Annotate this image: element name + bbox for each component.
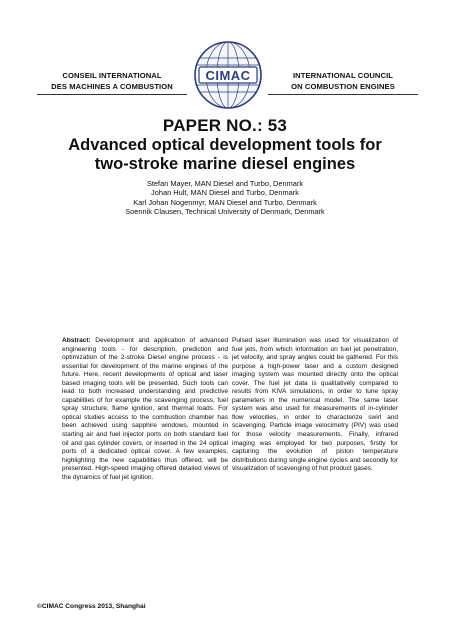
council-name-french-line1: CONSEIL INTERNATIONAL bbox=[62, 71, 162, 80]
author: Stefan Mayer, MAN Diesel and Turbo, Denmark bbox=[146, 179, 304, 188]
abstract-label: Abstract: bbox=[62, 337, 91, 344]
author: Soennik Clausen, Technical University of Denmark, Denmark bbox=[125, 207, 325, 217]
council-name-french bbox=[37, 70, 187, 92]
council-name-english-line2: ON COMBUSTION ENGINES bbox=[291, 82, 395, 91]
cimac-logo bbox=[191, 38, 265, 112]
council-name-english bbox=[268, 70, 418, 92]
paper-number: PAPER NO.: 53 bbox=[162, 116, 288, 135]
abstract-text-1: Development and application of advanced engineering tools - for description, prediction and optimization of the 2-stroke Diesel engine process - is essential for development of the marine engines of the future. Here, recent developments of optical and laser based imaging tools will be presented. Such tools can lead to both increased understanding and predictive capabilities of for example the scavenging process, fuel spray structure, flame ignition, and thermal loads. For optical studies access to the combustion chamber has been achieved using sapphire windows, mounted in starting air and fuel injector ports on both standard fuel oil and gas cylinder covers, or inserted in the 24 optical ports of a dedicated optical cover. A few examples, highlighting the new capabilities thus offered, will be presented. High-speed imaging offered detailed views of the dynamics of fuel jet ignition. bbox=[62, 337, 228, 481]
abstract-column-2 bbox=[232, 337, 398, 474]
logo-text: CIMAC bbox=[205, 68, 251, 83]
author-list bbox=[0, 179, 450, 217]
footer-copyright: ©CIMAC Congress 2013, Shanghai bbox=[37, 603, 146, 610]
council-name-english-line1: INTERNATIONAL COUNCIL bbox=[292, 71, 394, 80]
header-divider-left bbox=[37, 94, 187, 95]
paper-title-line1: Advanced optical development tools for bbox=[68, 136, 382, 154]
paper-title-line2: two-stroke marine diesel engines bbox=[94, 155, 356, 173]
abstract-column-1 bbox=[62, 337, 228, 482]
author: Karl Johan Nogenmyr, MAN Diesel and Turbo, Denmark bbox=[133, 197, 317, 207]
paper-title bbox=[0, 136, 450, 174]
header-divider-right bbox=[268, 94, 418, 95]
council-name-french-line2: DES MACHINES A COMBUSTION bbox=[51, 82, 173, 91]
abstract-text-2: Pulsed laser illumination was used for visualization of fuel jets, from which information on fuel jet penetration, jet velocity, and spray angles could be gathered. For this purpose a high-power laser and a custom designed imaging system was mounted directly onto the optical cover. The fuel jet data is qualitatively compared to results from KIVA simulations, in order to tune spray parameters in the numerical model. The same laser system was also used for measurements of in-cylinder flow velocities, in order to characterize swirl and scavenging. Particle image velocimetry (PIV) was used for those velocity measurements. Finally, infrared imaging was employed for two purposes, firstly for capturing the evolution of piston temperature distributions during single engine cycles and secondly for visualization of scavenging of hot product gases. bbox=[232, 337, 398, 473]
author: Johan Hult, MAN Diesel and Turbo, Denmark bbox=[151, 188, 299, 198]
